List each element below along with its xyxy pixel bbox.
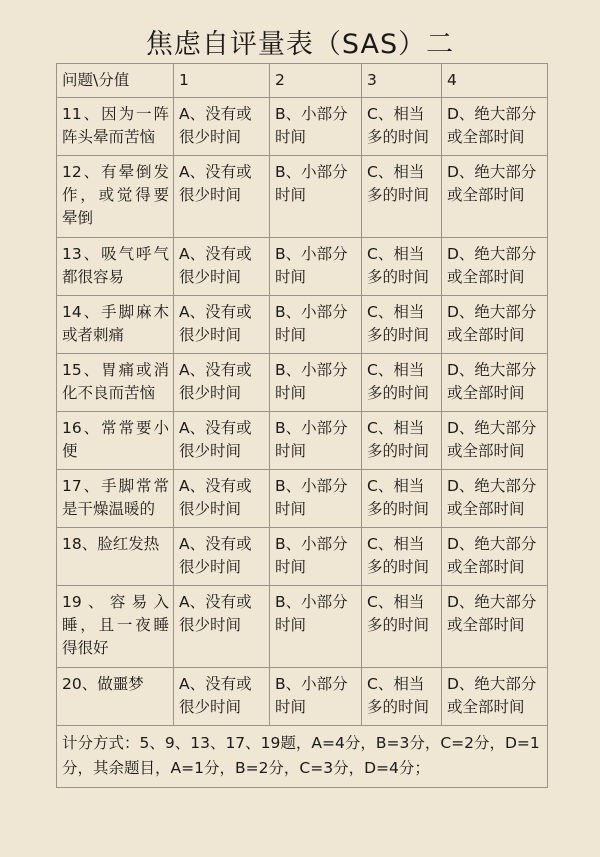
table-row <box>57 296 548 354</box>
option-cell-b: B、小部分时间 <box>270 238 362 296</box>
option-cell-b: B、小部分时间 <box>270 412 362 470</box>
question-cell: 18、脸红发热 <box>57 528 174 586</box>
question-cell: 13、吸气呼气都很容易 <box>57 238 174 296</box>
option-cell-d: D、绝大部分或全部时间 <box>442 98 548 156</box>
sas-table <box>56 63 548 788</box>
table-row <box>57 156 548 238</box>
option-cell-d: D、绝大部分或全部时间 <box>442 528 548 586</box>
scoring-note: 计分方式：5、9、13、17、19题，A=4分，B=3分，C=2分，D=1分，其余题目，A=1分，B=2分，C=3分，D=4分； <box>57 726 548 788</box>
option-cell-b: B、小部分时间 <box>270 296 362 354</box>
option-cell-c: C、相当多的时间 <box>362 354 442 412</box>
table-row <box>57 470 548 528</box>
table-row <box>57 98 548 156</box>
option-cell-a: A、没有或很少时间 <box>174 586 270 668</box>
option-cell-d: D、绝大部分或全部时间 <box>442 412 548 470</box>
option-cell-a: A、没有或很少时间 <box>174 354 270 412</box>
option-cell-c: C、相当多的时间 <box>362 586 442 668</box>
option-cell-a: A、没有或很少时间 <box>174 98 270 156</box>
option-cell-c: C、相当多的时间 <box>362 156 442 238</box>
option-cell-d: D、绝大部分或全部时间 <box>442 470 548 528</box>
option-cell-c: C、相当多的时间 <box>362 238 442 296</box>
option-cell-a: A、没有或很少时间 <box>174 412 270 470</box>
option-cell-b: B、小部分时间 <box>270 98 362 156</box>
table-header-row <box>57 64 548 98</box>
option-cell-c: C、相当多的时间 <box>362 98 442 156</box>
option-cell-a: A、没有或很少时间 <box>174 238 270 296</box>
option-cell-a: A、没有或很少时间 <box>174 296 270 354</box>
table-row <box>57 238 548 296</box>
option-cell-d: D、绝大部分或全部时间 <box>442 296 548 354</box>
option-cell-b: B、小部分时间 <box>270 470 362 528</box>
option-cell-d: D、绝大部分或全部时间 <box>442 156 548 238</box>
question-cell: 11、因为一阵阵头晕而苦恼 <box>57 98 174 156</box>
question-cell: 14、手脚麻木或者刺痛 <box>57 296 174 354</box>
option-cell-a: A、没有或很少时间 <box>174 668 270 726</box>
option-cell-c: C、相当多的时间 <box>362 528 442 586</box>
option-cell-d: D、绝大部分或全部时间 <box>442 586 548 668</box>
header-cell-question: 问题\分值 <box>57 64 174 98</box>
question-cell: 20、做噩梦 <box>57 668 174 726</box>
header-cell-score-3: 3 <box>362 64 442 98</box>
question-cell: 12、有晕倒发作，或觉得要晕倒 <box>57 156 174 238</box>
scoring-note-row <box>57 726 548 788</box>
option-cell-b: B、小部分时间 <box>270 586 362 668</box>
option-cell-b: B、小部分时间 <box>270 668 362 726</box>
question-cell: 17、手脚常常是干燥温暖的 <box>57 470 174 528</box>
option-cell-a: A、没有或很少时间 <box>174 470 270 528</box>
table-row <box>57 668 548 726</box>
option-cell-d: D、绝大部分或全部时间 <box>442 668 548 726</box>
option-cell-d: D、绝大部分或全部时间 <box>442 354 548 412</box>
table-row <box>57 412 548 470</box>
option-cell-c: C、相当多的时间 <box>362 470 442 528</box>
page-title: 焦虑自评量表（SAS）二 <box>145 29 455 60</box>
option-cell-b: B、小部分时间 <box>270 354 362 412</box>
option-cell-a: A、没有或很少时间 <box>174 528 270 586</box>
header-cell-score-4: 4 <box>442 64 548 98</box>
table-row <box>57 586 548 668</box>
option-cell-c: C、相当多的时间 <box>362 412 442 470</box>
option-cell-c: C、相当多的时间 <box>362 668 442 726</box>
question-cell: 16、常常要小便 <box>57 412 174 470</box>
header-cell-score-1: 1 <box>174 64 270 98</box>
question-cell: 15、胃痛或消化不良而苦恼 <box>57 354 174 412</box>
table-row <box>57 354 548 412</box>
option-cell-b: B、小部分时间 <box>270 156 362 238</box>
option-cell-a: A、没有或很少时间 <box>174 156 270 238</box>
option-cell-c: C、相当多的时间 <box>362 296 442 354</box>
header-cell-score-2: 2 <box>270 64 362 98</box>
question-cell: 19、容易入睡，且一夜睡得很好 <box>57 586 174 668</box>
option-cell-d: D、绝大部分或全部时间 <box>442 238 548 296</box>
option-cell-b: B、小部分时间 <box>270 528 362 586</box>
table-row <box>57 528 548 586</box>
